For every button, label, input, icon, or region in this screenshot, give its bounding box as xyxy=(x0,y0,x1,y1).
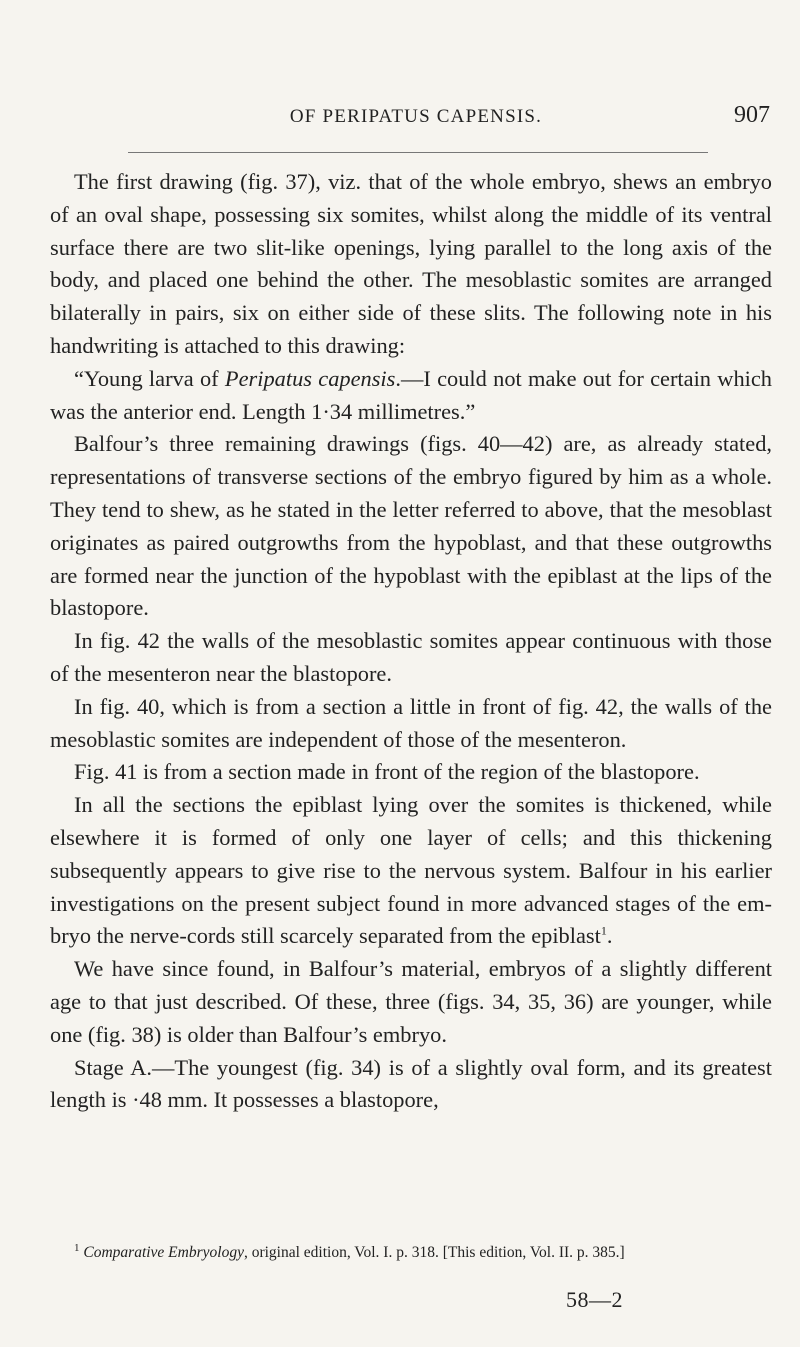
body-text xyxy=(50,166,772,1117)
footnote-ref: 1 xyxy=(600,923,607,938)
page-number: 907 xyxy=(734,102,770,128)
running-head xyxy=(62,102,770,140)
quote-start: “Young larva of xyxy=(74,365,225,391)
paragraph: Fig. 41 is from a section made in front of the region of the blastopore. xyxy=(74,759,700,785)
paragraph: We have since found, in Balfour’s material, embryos of a slightly different age to that just described. Of these, three (figs. 34, 35, 36) are younger, while one (fig. 38) is older than Balfour’s embryo. xyxy=(50,956,772,1047)
paragraph: In fig. 42 the walls of the mesoblastic somites appear continuous with those of the mesenteron near the blastopore. xyxy=(50,628,772,686)
quote-end: .—I could not make out for certain which was the anterior end. Length 1·34 millimetres.” xyxy=(50,365,772,424)
paragraph: Balfour’s three remaining drawings (figs. 40—42) are, as already stated, representations of transverse sections of the embryo figured by him as a whole. They tend to shew, as he stated in the letter referred to above, that the mesoblast originates as paired outgrowths from the hypoblast, and that these outgrowths are formed near the junction of the hypoblast with the epiblast at the lips of the blastopore. xyxy=(50,431,772,621)
paragraph-text: In all the sections the epiblast lying over the somites is thickened, while elsewhere it is formed of only one layer of cells; and this thickening subsequently appears to give rise to the nervous system. Balfour in his earlier investigations on the present subject found in more advanced stages of the embryo the nerve-cords still scarcely separated from the epiblast xyxy=(50,792,772,949)
species-name: Peripatus capensis xyxy=(224,365,396,391)
signature-mark: 58—2 xyxy=(566,1287,623,1312)
paragraph: In fig. 40, which is from a section a little in front of fig. 42, the walls of the mesoblastic somites are independent of those of the mesenteron. xyxy=(50,693,772,752)
footnote xyxy=(50,1242,772,1264)
footnote-title: Comparative Embryology xyxy=(83,1244,244,1261)
header-rule xyxy=(128,152,708,153)
paragraph-end: . xyxy=(606,923,613,949)
footnote-text: , original edition, Vol. I. p. 318. [This edition, Vol. II. p. 385.] xyxy=(243,1244,625,1261)
paragraph: Stage A.—The youngest (fig. 34) is of a slightly oval form, and its greatest length is ·48 mm. It possesses a blastopore, xyxy=(50,1054,772,1113)
footnote-marker: 1 xyxy=(74,1241,80,1254)
running-title: OF PERIPATUS CAPENSIS. xyxy=(289,106,543,127)
paragraph xyxy=(50,789,772,953)
paragraph xyxy=(50,363,772,429)
paragraph: The first drawing (fig. 37), viz. that of the whole embryo, shews an embryo of an oval shape, possessing six somites, whilst along the middle of its ventral surface there are two slit-like openings, lying parallel to the long axis of the body, and placed one behind the other. The mesoblastic somites are arranged bilaterally in pairs, six on either side of these slits. The following note in his handwriting is attached to this drawing: xyxy=(50,169,772,358)
